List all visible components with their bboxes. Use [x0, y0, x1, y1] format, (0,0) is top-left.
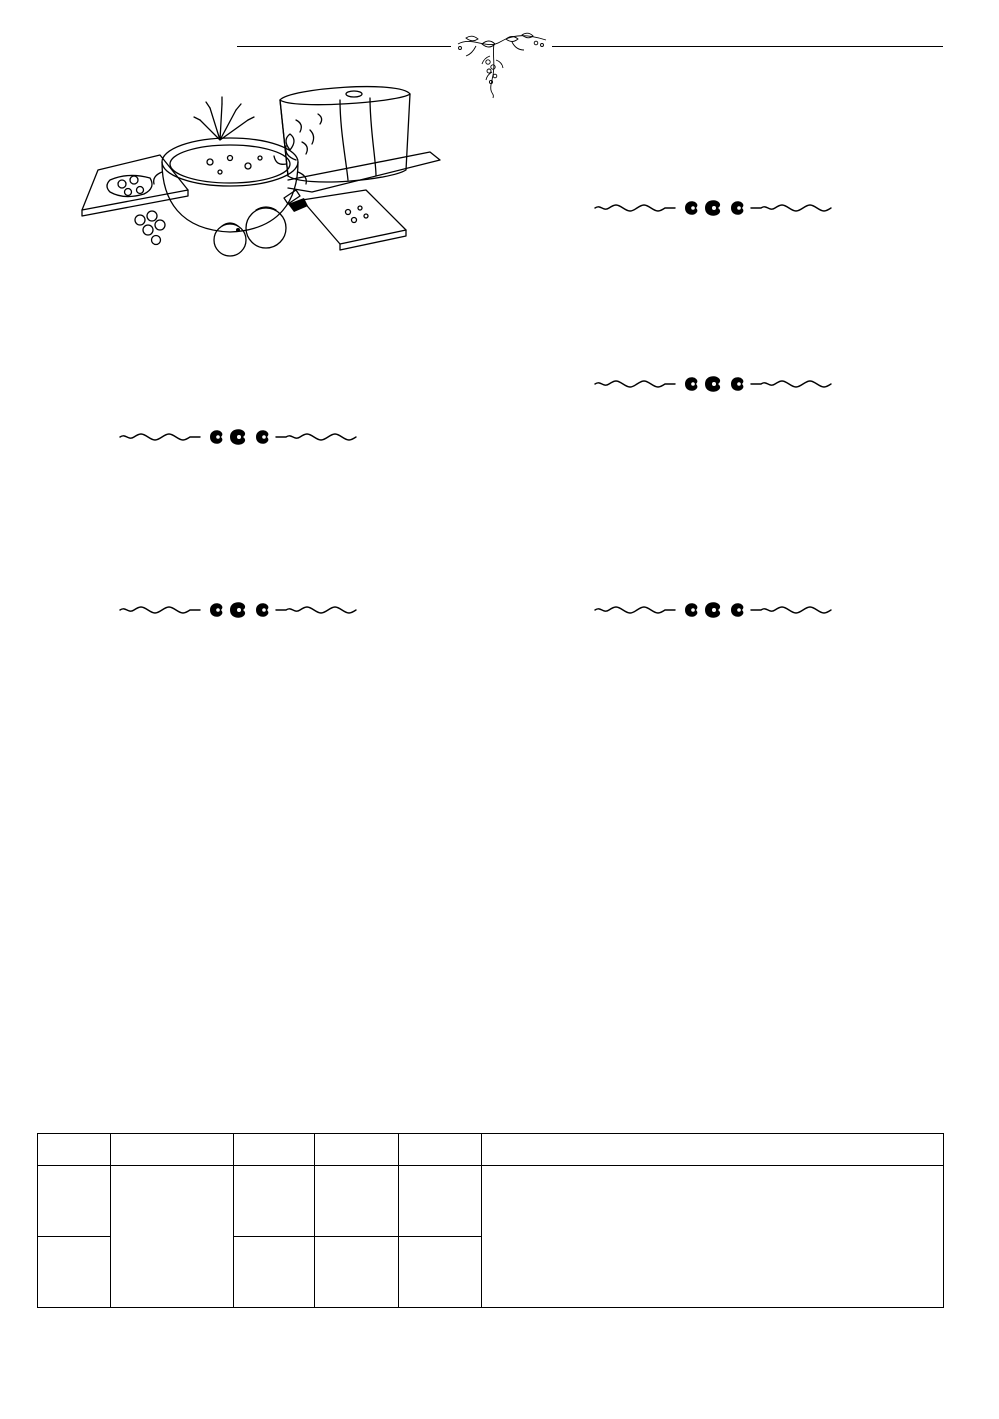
table-header-cell	[482, 1134, 944, 1166]
table-row	[38, 1166, 944, 1237]
table-header-cell	[315, 1134, 399, 1166]
scroll-divider-ornament-icon	[593, 598, 843, 620]
scroll-divider-ornament-icon	[118, 425, 368, 447]
info-table	[37, 1133, 944, 1308]
table-cell	[111, 1166, 234, 1308]
soup-pot-and-bread-loaf-illustration-icon	[70, 80, 450, 265]
header-rule-right	[552, 46, 943, 47]
table-cell	[315, 1166, 399, 1237]
table-cell	[234, 1166, 315, 1237]
header-rule-left	[237, 46, 451, 47]
table-header-cell	[399, 1134, 482, 1166]
table-cell	[399, 1237, 482, 1308]
grapevine-ornament-icon	[452, 30, 552, 100]
scroll-divider-ornament-icon	[593, 372, 843, 394]
table-header-cell	[234, 1134, 315, 1166]
table-cell	[482, 1166, 944, 1308]
table-cell	[234, 1237, 315, 1308]
table-header-cell	[38, 1134, 111, 1166]
table-cell	[315, 1237, 399, 1308]
table-cell	[399, 1166, 482, 1237]
scroll-divider-ornament-icon	[118, 598, 368, 620]
table-header-row	[38, 1134, 944, 1166]
table-cell	[38, 1237, 111, 1308]
scroll-divider-ornament-icon	[593, 196, 843, 218]
table-cell	[38, 1166, 111, 1237]
table-header-cell	[111, 1134, 234, 1166]
